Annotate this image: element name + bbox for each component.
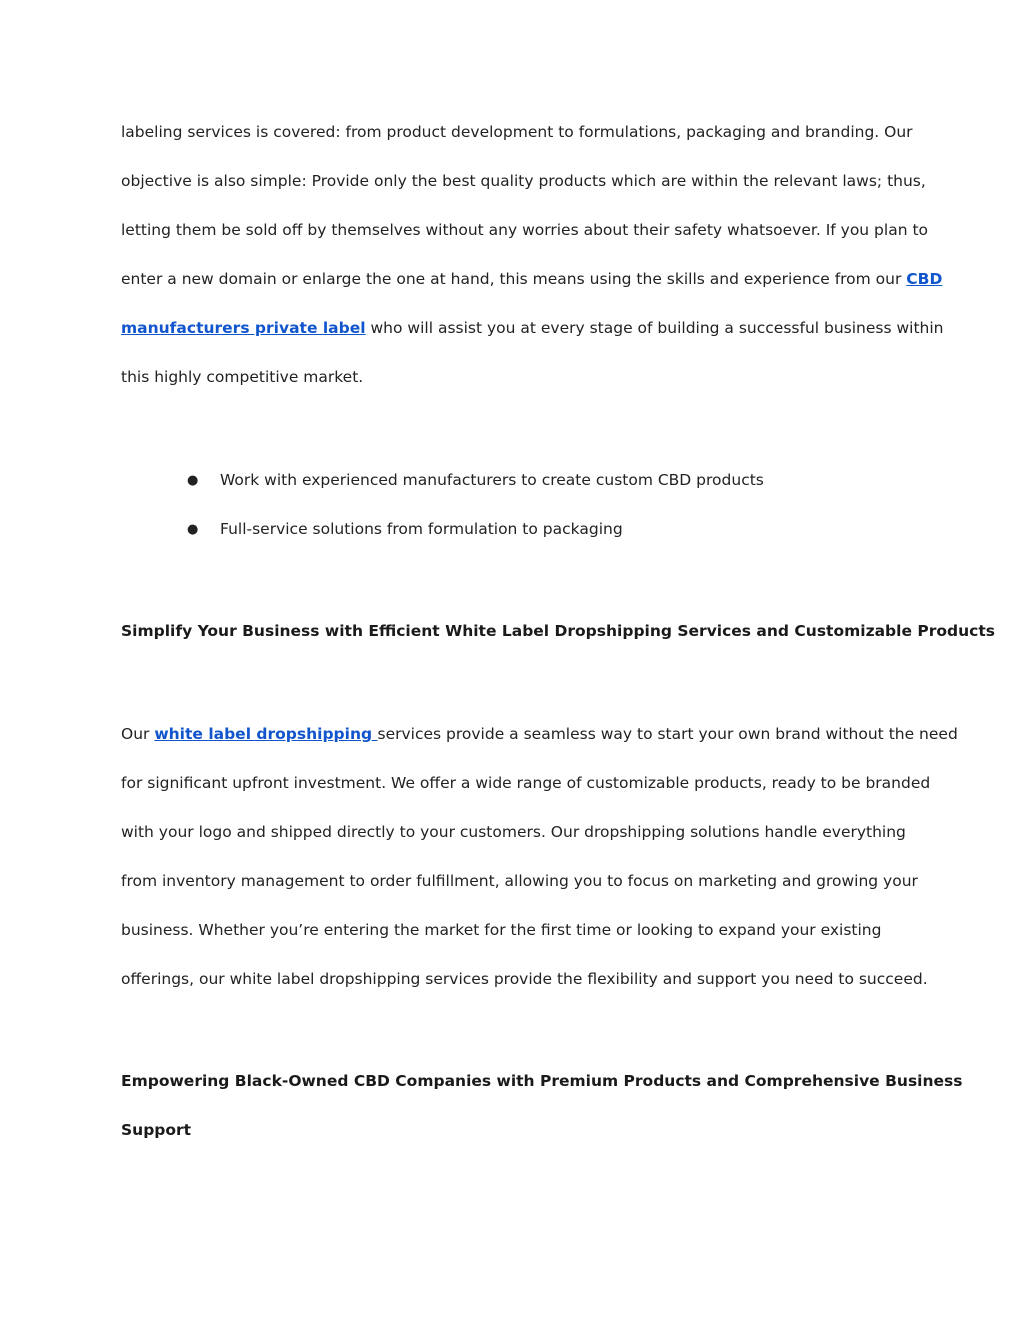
white-label-dropshipping-link[interactable]: white label dropshipping	[154, 725, 378, 743]
paragraph-line: letting them be sold off by themselves without any worries about their safety whatsoever. If you plan to	[121, 221, 929, 239]
paragraph-line	[121, 723, 958, 745]
cbd-manufacturers-link[interactable]: manufacturers private label	[121, 319, 366, 337]
paragraph-line: with your logo and shipped directly to your customers. Our dropshipping solutions handle everything	[121, 823, 906, 841]
paragraph-text: who will assist you at every stage of building a successful business within	[365, 319, 944, 337]
cbd-manufacturers-link[interactable]: CBD	[906, 270, 943, 288]
paragraph-line	[121, 317, 944, 339]
paragraph-line: objective is also simple: Provide only the best quality products which are within the relevant laws; thus,	[121, 172, 926, 190]
list-item-text: Full-service solutions from formulation to packaging	[220, 520, 623, 538]
paragraph-text: services provide a seamless way to start your own brand without the need	[377, 725, 958, 743]
paragraph-line: business. Whether you’re entering the market for the first time or looking to expand your existing	[121, 921, 882, 939]
section-heading: Empowering Black-Owned CBD Companies with Premium Products and Comprehensive Business	[121, 1072, 963, 1090]
list-item-text: Work with experienced manufacturers to create custom CBD products	[220, 471, 764, 489]
bullet-icon: ●	[187, 473, 199, 488]
section-heading: Support	[121, 1121, 192, 1139]
paragraph-line: from inventory management to order fulfillment, allowing you to focus on marketing and growing your	[121, 872, 918, 890]
paragraph-line: this highly competitive market.	[121, 368, 364, 386]
section-heading: Simplify Your Business with Efficient White Label Dropshipping Services and Customizable Products	[121, 622, 995, 640]
list-item	[187, 469, 764, 492]
paragraph-line: offerings, our white label dropshipping services provide the flexibility and support you need to succeed.	[121, 970, 928, 988]
list-item	[187, 518, 623, 541]
paragraph-text: Our	[121, 725, 155, 743]
paragraph-line: labeling services is covered: from product development to formulations, packaging and branding. Our	[121, 123, 913, 141]
paragraph-text: enter a new domain or enlarge the one at hand, this means using the skills and experience from our	[121, 270, 907, 288]
bullet-icon: ●	[187, 522, 199, 537]
paragraph-line: for significant upfront investment. We offer a wide range of customizable products, ready to be branded	[121, 774, 931, 792]
paragraph-line	[121, 268, 942, 290]
